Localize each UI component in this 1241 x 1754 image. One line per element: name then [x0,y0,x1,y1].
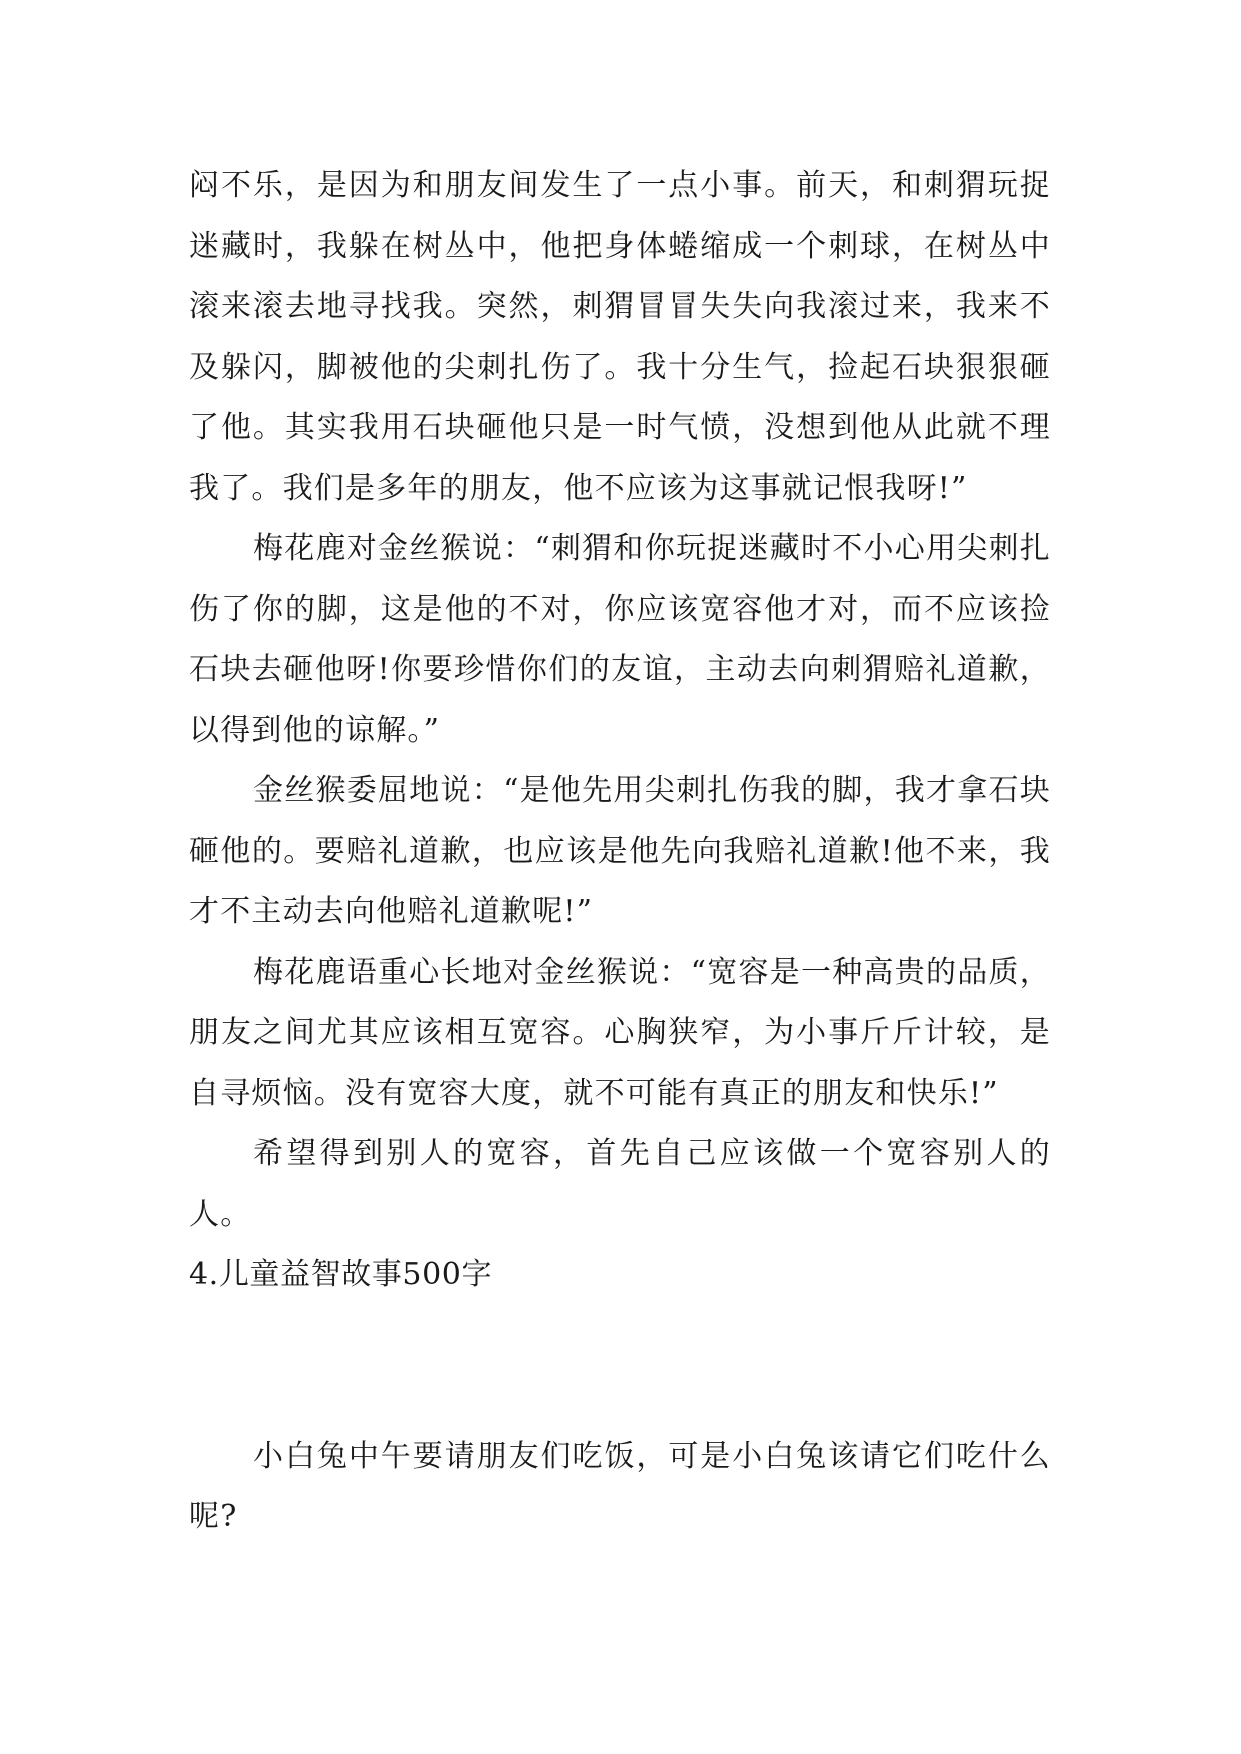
document-body [189,156,1051,1548]
paragraph-2: 梅花鹿对金丝猴说：“刺猬和你玩捉迷藏时不小心用尖刺扎伤了你的脚，这是他的不对，你应该宽容他才对，而不应该捡石块去砸他呀!你要珍惜你们的友谊，主动去向刺猬赔礼道歉，以得到他的谅解。” [189,531,1051,748]
blank-spacer [189,1306,1051,1427]
paragraph-6: 小白兔中午要请朋友们吃饭，可是小白兔该请它们吃什么呢? [189,1438,1051,1534]
paragraph-4: 梅花鹿语重心长地对金丝猴说：“宽容是一种高贵的品质，朋友之间尤其应该相互宽容。心胸狭窄，为小事斤斤计较，是自寻烦恼。没有宽容大度，就不可能有真正的朋友和快乐!” [189,954,1051,1111]
paragraph-3: 金丝猴委屈地说：“是他先用尖刺扎伤我的脚，我才拿石块砸他的。要赔礼道歉，也应该是他先向我赔礼道歉!他不来，我才不主动去向他赔礼道歉呢!” [189,773,1051,929]
paragraph-5: 希望得到别人的宽容，首先自己应该做一个宽容别人的人。 [189,1136,1051,1232]
section-heading: 4.儿童益智故事500字 [189,1257,493,1292]
paragraph-1: 闷不乐，是因为和朋友间发生了一点小事。前天，和刺猬玩捉迷藏时，我躲在树丛中，他把身体蜷缩成一个刺球，在树丛中滚来滚去地寻找我。突然，刺猬冒冒失失向我滚过来，我来不及躲闪，脚被他的尖刺扎伤了。我十分生气，捡起石块狠狠砸了他。其实我用石块砸他只是一时气愤，没想到他从此就不理我了。我们是多年的朋友，他不应该为这事就记恨我呀!” [189,168,1051,506]
